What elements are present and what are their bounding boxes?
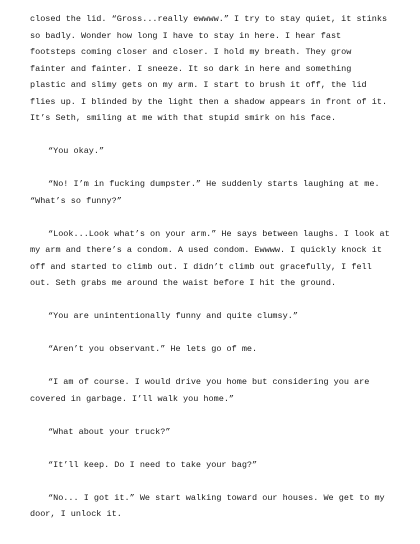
paragraph: “No... I got it.” We start walking toward our houses. We get to my door, I unlock it.: [30, 492, 385, 519]
paragraph: “Look...Look what’s on your arm.” He says between laughs. I look at my arm and there’s a condom. A used condom. Ewwww. I quickly knock it off and started to climb out. I didn’t climb out gracefully, I fell out. Seth grabs me around the waist before I hit the ground.: [30, 228, 390, 288]
paragraph: “I am of course. I would drive you home but considering you are covered in garbage. I’ll walk you home.”: [30, 377, 370, 404]
paragraph: “What about your truck?”: [48, 426, 171, 437]
paragraph: “Aren’t you observant.” He lets go of me.: [48, 344, 258, 354]
story-text: [30, 11, 392, 539]
paragraph: “It’ll keep. Do I need to take your bag?”: [48, 459, 258, 470]
paragraph: “You are unintentionally funny and quite clumsy.”: [48, 311, 298, 321]
paragraph: “You okay.”: [48, 146, 105, 156]
paragraph: closed the lid. “Gross...really ewwww.” I try to stay quiet, it stinks so badly. Wonder how long I have to stay in here. I hear fast footsteps coming closer and closer. I hold my breath. They grow fainter and fainter. I sneeze. It so dark in here and something plastic and slimy gets on my arm. I start to brush it off, the lid flies up. I blinded by the light then a shadow appears in front of it. It’s Seth, smiling at me with that stupid smirk on his face.: [30, 14, 388, 123]
paragraph: “No! I’m in fucking dumpster.” He suddenly starts laughing at me. “What’s so funny?”: [30, 179, 380, 206]
